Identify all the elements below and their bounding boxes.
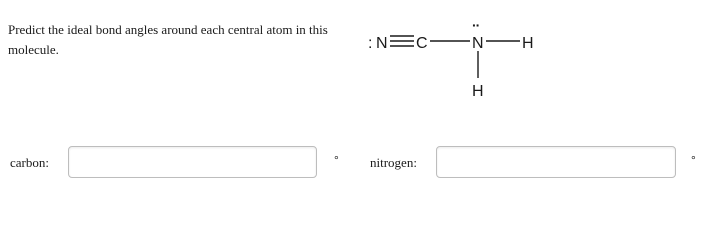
question-text: Predict the ideal bond angles around each central atom in this molecule. [8, 22, 328, 57]
carbon-label: carbon: [10, 155, 49, 170]
lone-pair-center-n: ·· [472, 17, 480, 33]
atom-c: C [416, 35, 428, 52]
nitrogen-label: nitrogen: [370, 155, 417, 170]
lewis-structure-diagram [360, 14, 560, 104]
lone-pair-left-n: : [368, 35, 373, 52]
nitrogen-degree-unit: ° [691, 153, 696, 167]
triple-bond-n-c [390, 36, 414, 46]
atom-n-left: N [376, 35, 388, 52]
carbon-degree-unit: ° [334, 153, 339, 167]
atom-h-bottom: H [472, 83, 484, 100]
nitrogen-angle-input[interactable] [436, 146, 676, 178]
atom-h-right: H [522, 35, 534, 52]
atom-n-center: N [472, 35, 484, 52]
carbon-angle-input[interactable] [68, 146, 317, 178]
